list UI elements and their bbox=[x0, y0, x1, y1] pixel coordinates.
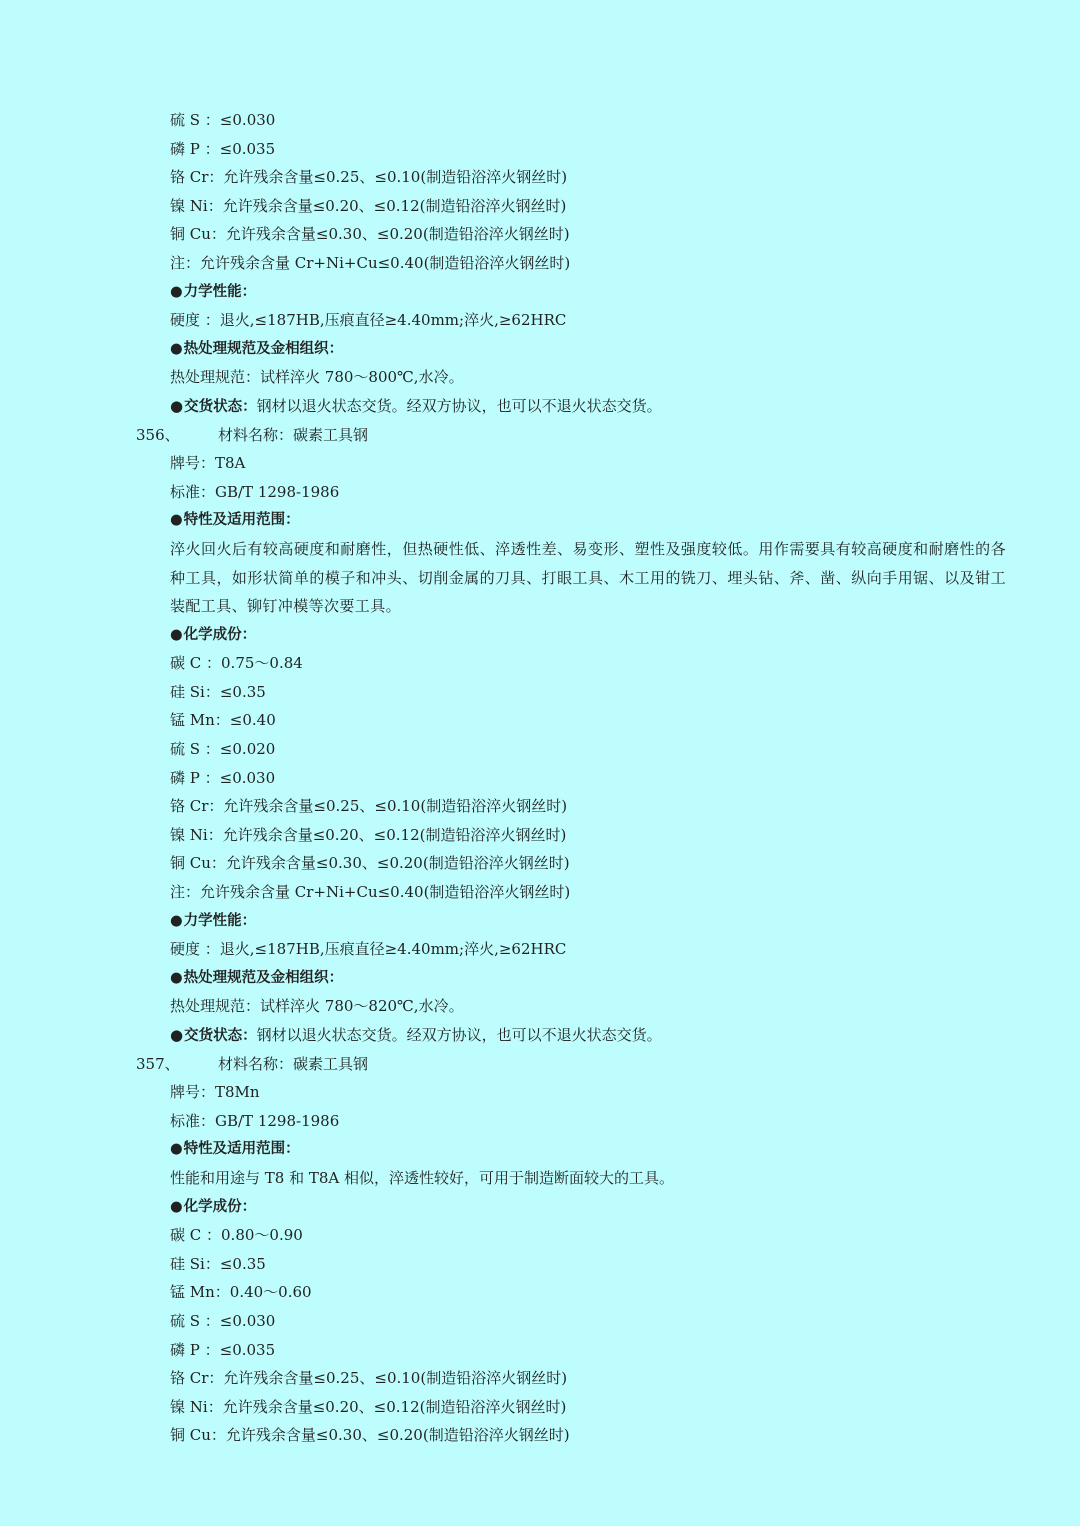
bullet-icon: ● bbox=[170, 1141, 183, 1158]
text-line: 镍 Ni：允许残余含量≤0.20、≤0.12(制造铅浴淬火钢丝时) bbox=[170, 825, 567, 844]
section-heading bbox=[0, 907, 1080, 936]
text-line: 牌号：T8Mn bbox=[170, 1083, 260, 1102]
document-body bbox=[0, 106, 1080, 1450]
text-line: 磷 P ：≤0.035 bbox=[170, 1340, 276, 1359]
section-heading-text: 热处理规范及金相组织： bbox=[183, 340, 344, 357]
delivery-status-label: 交货状态： bbox=[184, 1028, 257, 1044]
section-heading bbox=[0, 1193, 1080, 1222]
bullet-icon: ● bbox=[170, 1026, 184, 1044]
section-heading bbox=[0, 278, 1080, 307]
material-name: 材料名称：碳素工具钢 bbox=[218, 425, 369, 444]
text-line: 硅 Si：≤0.35 bbox=[170, 682, 266, 701]
section-heading-text: 热处理规范及金相组织： bbox=[183, 969, 344, 986]
text-line: 铬 Cr：允许残余含量≤0.25、≤0.10(制造铅浴淬火钢丝时) bbox=[170, 1369, 568, 1388]
bullet-icon: ● bbox=[170, 340, 183, 357]
text-line: 硫 S ：≤0.020 bbox=[170, 740, 276, 759]
text-line: 牌号：T8A bbox=[170, 454, 246, 473]
delivery-status-text: 钢材以退火状态交货。经双方协议，也可以不退火状态交货。 bbox=[256, 1026, 662, 1044]
section-heading-text: 特性及适用范围： bbox=[183, 1141, 300, 1158]
section-heading bbox=[0, 621, 1080, 650]
section-heading bbox=[0, 506, 1080, 535]
text-line: 锰 Mn：≤0.40 bbox=[170, 711, 276, 730]
text-line: 磷 P ：≤0.035 bbox=[170, 139, 276, 158]
entry-number: 356、 bbox=[136, 425, 180, 444]
material-entry-header bbox=[0, 1050, 1080, 1079]
text-line: 热处理规范：试样淬火 780～820℃,水冷。 bbox=[170, 997, 464, 1016]
text-line: 注：允许残余含量 Cr+Ni+Cu≤0.40(制造铅浴淬火钢丝时) bbox=[170, 253, 571, 272]
text-line: 铜 Cu：允许残余含量≤0.30、≤0.20(制造铅浴淬火钢丝时) bbox=[170, 1426, 570, 1445]
delivery-status-text: 钢材以退火状态交货。经双方协议，也可以不退火状态交货。 bbox=[256, 396, 662, 415]
text-line: 铬 Cr：允许残余含量≤0.25、≤0.10(制造铅浴淬火钢丝时) bbox=[170, 797, 568, 816]
entry-number: 357、 bbox=[136, 1054, 180, 1073]
section-heading-text: 特性及适用范围： bbox=[183, 512, 300, 529]
text-line: 硬度 ：退火,≤187HB,压痕直径≥4.40mm;淬火,≥62HRC bbox=[170, 940, 567, 959]
text-line: 镍 Ni：允许残余含量≤0.20、≤0.12(制造铅浴淬火钢丝时) bbox=[170, 1397, 567, 1416]
text-line: 硫 S ：≤0.030 bbox=[170, 111, 276, 129]
text-line: 注：允许残余含量 Cr+Ni+Cu≤0.40(制造铅浴淬火钢丝时) bbox=[170, 883, 571, 902]
text-line: 硅 Si：≤0.35 bbox=[170, 1254, 266, 1273]
text-line: 碳 C ：0.80～0.90 bbox=[170, 1226, 303, 1245]
section-heading-text: 力学性能： bbox=[183, 283, 257, 300]
bullet-icon: ● bbox=[170, 1198, 183, 1215]
section-heading-text: 化学成份： bbox=[183, 626, 257, 643]
bullet-icon: ● bbox=[170, 396, 184, 415]
section-heading bbox=[0, 335, 1080, 364]
text-line: 铜 Cu：允许残余含量≤0.30、≤0.20(制造铅浴淬火钢丝时) bbox=[170, 225, 570, 244]
bullet-icon: ● bbox=[170, 512, 183, 529]
text-line: 标准：GB/T 1298-1986 bbox=[170, 1111, 340, 1130]
text-line: 碳 C ：0.75～0.84 bbox=[170, 654, 303, 673]
text-line: 热处理规范：试样淬火 780～800℃,水冷。 bbox=[170, 368, 464, 387]
text-line: 铬 Cr：允许残余含量≤0.25、≤0.10(制造铅浴淬火钢丝时) bbox=[170, 168, 568, 187]
bullet-icon: ● bbox=[170, 969, 183, 986]
text-line: 磷 P ：≤0.030 bbox=[170, 768, 276, 787]
material-entry-header bbox=[0, 421, 1080, 450]
text-line: 铜 Cu：允许残余含量≤0.30、≤0.20(制造铅浴淬火钢丝时) bbox=[170, 854, 570, 873]
text-line: 标准：GB/T 1298-1986 bbox=[170, 482, 340, 501]
section-heading bbox=[0, 964, 1080, 993]
text-line: 锰 Mn：0.40～0.60 bbox=[170, 1283, 312, 1302]
bullet-icon: ● bbox=[170, 626, 183, 643]
bullet-icon: ● bbox=[170, 283, 183, 300]
bullet-icon: ● bbox=[170, 912, 183, 929]
text-line: 性能和用途与 T8 和 T8A 相似，淬透性较好，可用于制造断面较大的工具。 bbox=[170, 1168, 675, 1187]
text-line: 镍 Ni：允许残余含量≤0.20、≤0.12(制造铅浴淬火钢丝时) bbox=[170, 196, 567, 215]
delivery-status-line bbox=[0, 1021, 1080, 1050]
section-heading-text: 力学性能： bbox=[183, 912, 257, 929]
delivery-status-label: 交货状态： bbox=[184, 398, 257, 415]
delivery-status-line bbox=[0, 392, 1080, 421]
section-heading-text: 化学成份： bbox=[183, 1198, 257, 1215]
paragraph: 淬火回火后有较高硬度和耐磨性，但热硬性低、淬透性差、易变形、塑性及强度较低。用作需要具有较高硬度和耐磨性的各种工具，如形状简单的模子和冲头、切削金属的刀具、打眼工具、木工用的铣刀、埋头钻、斧、凿、纵向手用锯、以及钳工装配工具、铆钉冲模等次要工具。 bbox=[170, 539, 1006, 616]
section-heading bbox=[0, 1135, 1080, 1164]
material-name: 材料名称：碳素工具钢 bbox=[218, 1054, 369, 1073]
text-line: 硫 S ：≤0.030 bbox=[170, 1311, 276, 1330]
text-line: 硬度 ：退火,≤187HB,压痕直径≥4.40mm;淬火,≥62HRC bbox=[170, 311, 567, 330]
